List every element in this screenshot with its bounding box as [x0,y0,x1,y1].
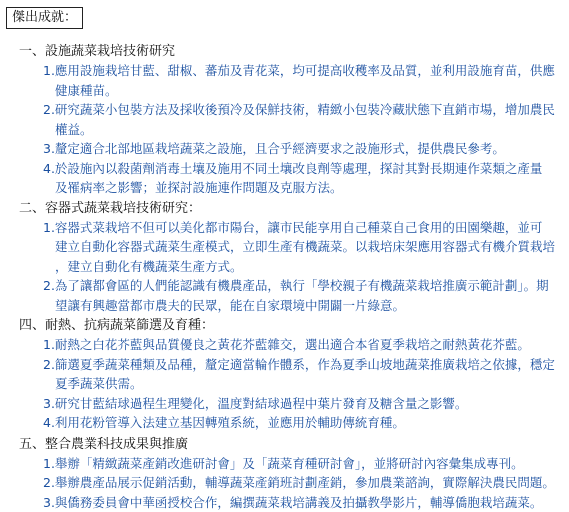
section-1 [0,42,569,198]
list-item-text: 2.研究蔬菜小包裝方法及採收後預冷及保鮮技術，精緻小包裝冷藏狀態下直銷市場，增加農民 [0,100,569,120]
list-item-continuation: 及罹病率之影響；並探討設施連作問題及克服方法。 [0,178,569,198]
section-2 [0,199,569,316]
list-item-text: 4.於設施內以殺菌劑消毒土壤及施用不同土壤改良劑等處理，探討其對長期連作菜類之產量 [0,159,569,179]
list-item [0,355,569,394]
list-item [0,139,569,159]
list-item [0,454,569,474]
section-title: 四、耐熱、抗病蔬菜篩選及育種： [0,316,569,335]
list-item-text: 4.利用花粉管導入法建立基因轉殖系統，並應用於輔助傳統育種。 [0,413,569,433]
list-item [0,413,569,433]
list-item-text: 2.舉辦農產品展示促銷活動，輔導蔬菜產銷班討劃產銷，參加農業諮詢，實際解決農民問題。 [0,473,569,493]
list-item [0,335,569,355]
page-title: 傑出成就： [6,7,83,29]
list-item-text: 1.舉辦「精緻蔬菜產銷改進研討會」及「蔬菜育種研討會」，並將研討內容彙集成專刊。 [0,454,569,474]
list-item-text: 1.應用設施栽培甘藍、甜椒、蕃茄及青花菜，均可提高收穫率及品質，並利用設施育苗，供應 [0,61,569,81]
list-item-continuation: ，建立自動化有機蔬菜生產方式。 [0,257,569,277]
achievements-list [0,42,569,512]
list-item-text: 3.釐定適合北部地區栽培蔬菜之設施，且合乎經濟要求之設施形式，提供農民參考。 [0,139,569,159]
list-item [0,276,569,315]
section-title: 一、設施蔬菜栽培技術研究 [0,42,569,61]
list-item-continuation: 望讓有興趣當都市農夫的民眾，能在自家環境中開闢一片綠意。 [0,296,569,316]
list-item-text: 1.容器式菜栽培不但可以美化都市陽台，讓市民能享用自己種菜自己食用的田園樂趣，並可 [0,218,569,238]
section-3 [0,316,569,433]
section-4 [0,435,569,512]
section-title: 二、容器式蔬菜栽培技術研究： [0,199,569,218]
list-item [0,394,569,414]
list-item [0,473,569,493]
list-item-continuation: 夏季蔬菜供需。 [0,374,569,394]
list-item-continuation: 健康種苗。 [0,81,569,101]
list-item [0,493,569,512]
list-item-text: 2.篩選夏季蔬菜種類及品種，釐定適當輪作體系，作為夏季山坡地蔬菜推廣栽培之依據，穩定 [0,355,569,375]
list-item [0,159,569,198]
list-item-text: 2.為了讓都會區的人們能認識有機農產品，執行「學校親子有機蔬菜栽培推廣示範計劃」。期 [0,276,569,296]
list-item-text: 3.與僑務委員會中華函授校合作，編撰蔬菜栽培講義及拍攝教學影片，輔導僑胞栽培蔬菜。 [0,493,569,512]
list-item-text: 3.研究甘藍結球過程生理變化，溫度對結球過程中葉片發育及糖含量之影響。 [0,394,569,414]
list-item-continuation: 建立自動化容器式蔬菜生產模式，立即生產有機蔬菜。以栽培床架應用容器式有機介質栽培 [0,237,569,257]
list-item-continuation: 權益。 [0,120,569,140]
list-item [0,100,569,139]
section-title: 五、整合農業科技成果與推廣 [0,435,569,454]
list-item [0,61,569,100]
list-item-text: 1.耐熱之白花芥藍與品質優良之黃花芥藍雜交，選出適合本省夏季栽培之耐熱黃花芥藍。 [0,335,569,355]
list-item [0,218,569,277]
